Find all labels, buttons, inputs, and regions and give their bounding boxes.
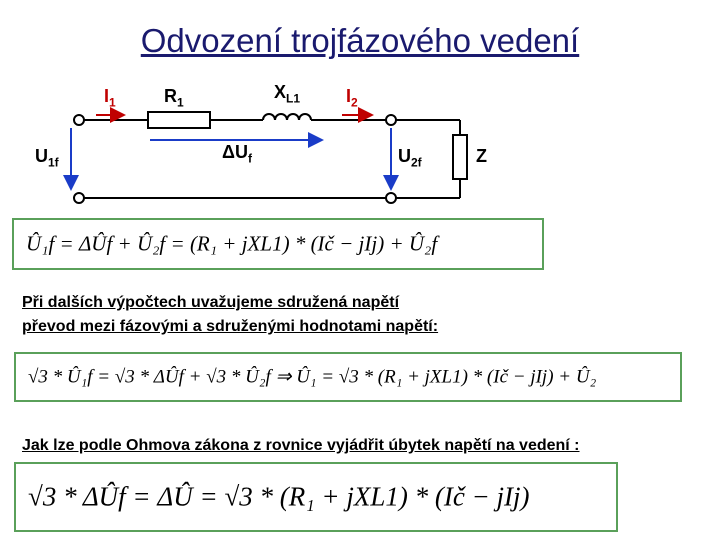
label-u2f: $U_{2f}$ [398,146,422,170]
label-u1f: $U_{1f}$ [35,146,59,170]
terminal-top-left [74,115,84,125]
label-delta-uf: $\Delta U_f$ [222,142,252,166]
resistor-r1 [148,112,210,128]
circuit-diagram [0,0,720,220]
terminal-bottom-left [74,193,84,203]
label-i2: $I_2$ [346,86,358,110]
equation-box-2 [14,352,682,402]
page-title: Odvození trojfázového vedení [140,22,580,59]
terminal-bottom-right [386,193,396,203]
text-line-2: převod mezi fázovými a sdruženými hodnotami napětí: [22,318,439,335]
inductor-xl1 [263,114,311,120]
text-line-3: Jak lze podle Ohmova zákona z rovnice vyjádřit úbytek napětí na vedení : [22,437,580,454]
label-z: Z [476,146,487,166]
equation-3: √3 * ΔÛf = ΔÛ = √3 * (R₁ + jXL1) * (Ič − jIj) [28,481,530,512]
equation-2: √3 * Û₁f = √3 * ΔÛf + √3 * Û₂f ⇒ Û₁ = √3 * (R₁ + jXL1) * (Ič − jIj) + Û₂ [28,366,597,388]
text-line-1: Při dalších výpočtech uvažujeme sdružená napětí [22,294,400,311]
load-z [453,135,467,179]
terminal-top-right [386,115,396,125]
equation-1: Û₁f = ΔÛf + Û₂f = (R₁ + jXL1) * (Ič − jIj) + Û₂f [26,231,438,256]
label-xl1: $X_{L1}$ [274,82,301,106]
label-r1: $R_1$ [164,86,184,110]
equation-box-3 [14,462,618,532]
label-i1: $I_1$ [104,86,116,110]
equation-box-1 [12,218,544,270]
